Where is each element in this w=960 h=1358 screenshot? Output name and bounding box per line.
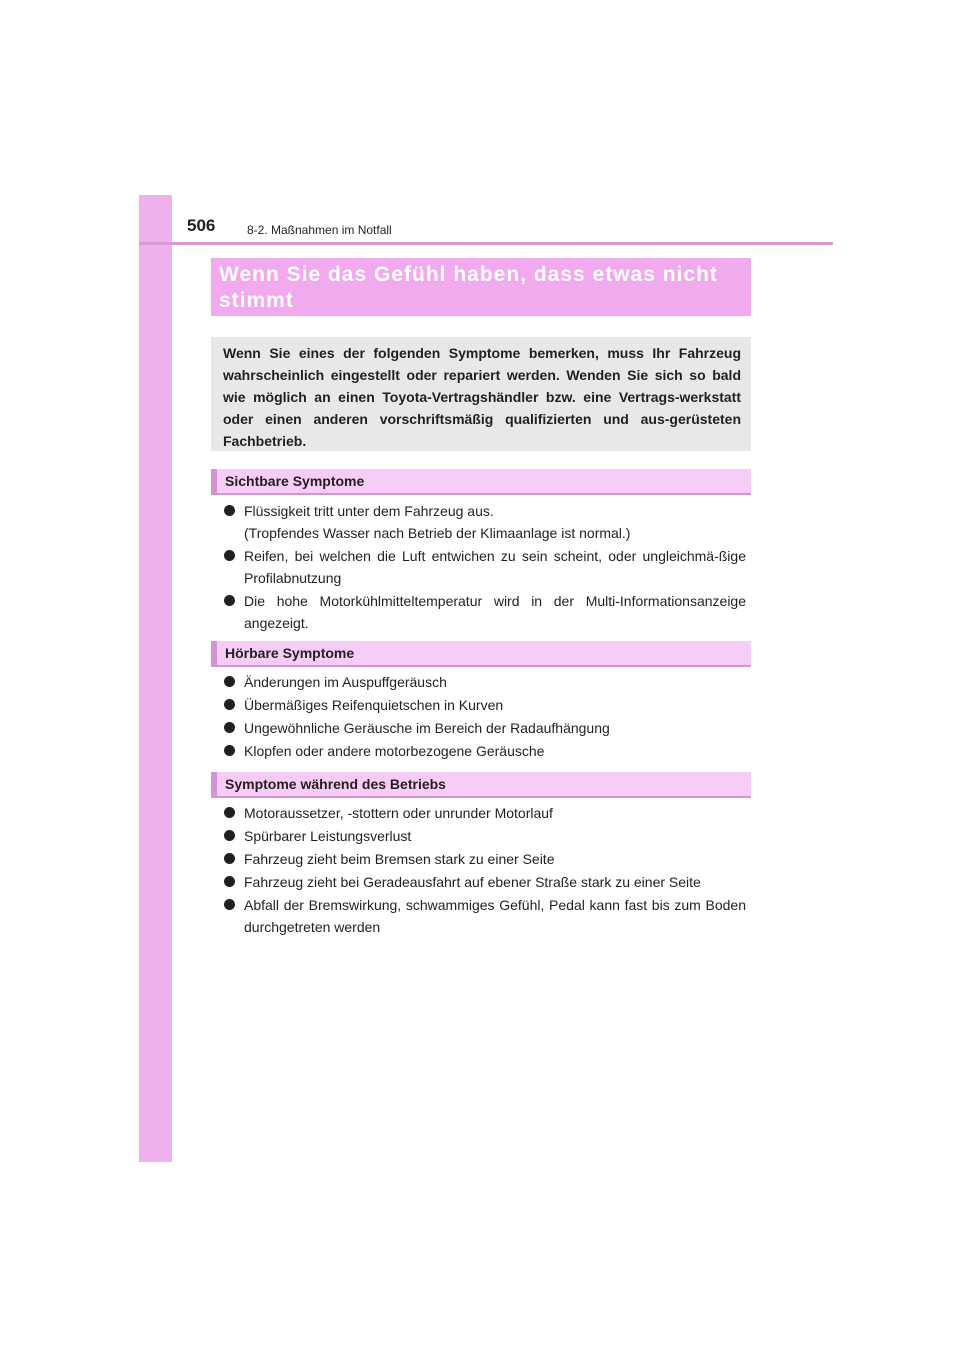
bullet-icon	[224, 699, 235, 710]
chapter-title: 8-2. Maßnahmen im Notfall	[247, 223, 392, 237]
section-title: Hörbare Symptome	[225, 645, 355, 661]
list-item-text: Übermäßiges Reifenquietschen in Kurven	[244, 697, 504, 713]
section-header-operating-symptoms	[211, 772, 751, 798]
bullet-icon	[224, 807, 235, 818]
bullet-icon	[224, 899, 235, 910]
list-item	[224, 694, 746, 716]
list-item	[224, 590, 746, 634]
bullet-icon	[224, 505, 235, 516]
section-header-visible-symptoms	[211, 469, 751, 495]
operating-symptoms-list	[224, 802, 746, 939]
header-rule	[139, 242, 833, 245]
list-item-text: Änderungen im Auspuffgeräusch	[244, 674, 447, 690]
list-item-text: Reifen, bei welchen die Luft entwichen zu sein scheint, oder ungleichmä-ßige Profilabnutzung	[244, 548, 746, 586]
list-item-text: Abfall der Bremswirkung, schwammiges Gefühl, Pedal kann fast bis zum Boden durchgetreten werden	[244, 897, 746, 935]
list-item	[224, 871, 746, 893]
visible-symptoms-list	[224, 500, 746, 635]
page-title-box	[211, 258, 751, 316]
list-item-text: Spürbarer Leistungsverlust	[244, 828, 412, 844]
list-item-text: Fahrzeug zieht beim Bremsen stark zu einer Seite	[244, 851, 555, 867]
list-item	[224, 717, 746, 739]
list-item-note: (Tropfendes Wasser nach Betrieb der Klimaanlage ist normal.)	[244, 525, 631, 541]
bullet-icon	[224, 722, 235, 733]
bullet-icon	[224, 876, 235, 887]
page-title-line-1: Wenn Sie das Gefühl haben, dass etwas nicht	[219, 263, 718, 286]
bullet-icon	[224, 676, 235, 687]
bullet-icon	[224, 745, 235, 756]
list-item	[224, 545, 746, 589]
section-title: Symptome während des Betriebs	[225, 776, 446, 792]
list-item	[224, 848, 746, 870]
bullet-icon	[224, 830, 235, 841]
list-item-text: Flüssigkeit tritt unter dem Fahrzeug aus.	[244, 503, 494, 519]
bullet-icon	[224, 550, 235, 561]
audible-symptoms-list	[224, 671, 746, 763]
list-item	[224, 740, 746, 762]
bullet-icon	[224, 595, 235, 606]
list-item	[224, 802, 746, 824]
list-item	[224, 500, 746, 544]
list-item-text: Klopfen oder andere motorbezogene Geräusche	[244, 743, 545, 759]
list-item	[224, 825, 746, 847]
intro-box	[211, 337, 751, 451]
list-item	[224, 894, 746, 938]
page-number: 506	[187, 216, 216, 235]
section-header-audible-symptoms	[211, 641, 751, 667]
list-item-text: Die hohe Motorkühlmitteltemperatur wird in der Multi-Informationsanzeige angezeigt.	[244, 593, 746, 631]
bullet-icon	[224, 853, 235, 864]
side-tab-strip	[139, 195, 172, 1162]
list-item-text: Motoraussetzer, -stottern oder unrunder Motorlauf	[244, 805, 553, 821]
section-title: Sichtbare Symptome	[225, 473, 365, 489]
page-title-line-2: stimmt	[219, 289, 294, 312]
list-item	[224, 671, 746, 693]
list-item-text: Ungewöhnliche Geräusche im Bereich der Radaufhängung	[244, 720, 610, 736]
list-item-text: Fahrzeug zieht bei Geradeausfahrt auf ebener Straße stark zu einer Seite	[244, 874, 701, 890]
intro-text: Wenn Sie eines der folgenden Symptome bemerken, muss Ihr Fahrzeug wahrscheinlich eingestellt oder repariert werden. Wenden Sie sich so bald wie möglich an einen Toyota-Vertragshändler bzw. eine Vertrags-werkstatt oder einen anderen vorschriftsmäßig qualifizierten und aus-gerüsteten Fachbetrieb.	[223, 345, 741, 449]
